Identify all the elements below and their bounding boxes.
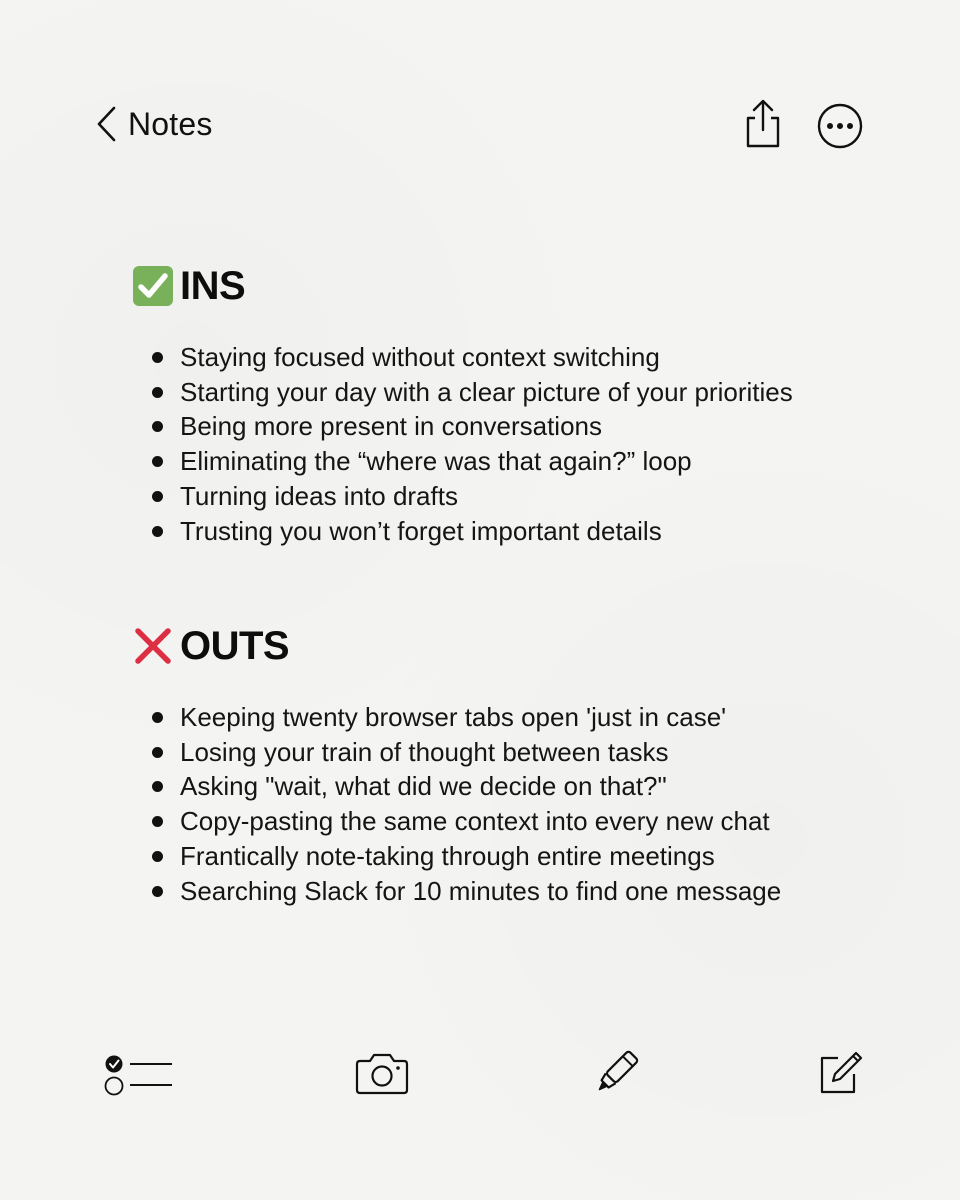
camera-icon <box>354 1052 410 1096</box>
checklist-button[interactable] <box>104 1052 174 1108</box>
compose-button[interactable] <box>816 1050 866 1096</box>
outs-list <box>132 700 781 908</box>
list-item: Being more present in conversations <box>132 409 793 444</box>
red-cross-icon <box>132 625 174 667</box>
list-item: Staying focused without context switching <box>132 340 793 375</box>
back-label: Notes <box>128 105 213 142</box>
markup-pen-icon <box>590 1050 640 1098</box>
bottom-toolbar <box>0 1040 960 1120</box>
list-item: Trusting you won’t forget important details <box>132 514 793 549</box>
outs-section <box>132 622 781 908</box>
green-check-box-icon <box>132 265 174 307</box>
list-item: Frantically note-taking through entire meetings <box>132 839 781 874</box>
outs-heading <box>132 622 781 670</box>
more-options-button[interactable] <box>816 102 864 150</box>
compose-icon <box>816 1050 866 1096</box>
share-icon <box>740 98 786 150</box>
list-item: Keeping twenty browser tabs open 'just in case' <box>132 700 781 735</box>
chevron-left-icon <box>96 104 116 144</box>
ins-title: INS <box>180 263 246 308</box>
ins-section <box>132 262 793 548</box>
outs-title: OUTS <box>180 623 290 668</box>
camera-button[interactable] <box>354 1052 410 1096</box>
list-item: Asking "wait, what did we decide on that?" <box>132 769 781 804</box>
list-item: Eliminating the “where was that again?” loop <box>132 444 793 479</box>
list-item: Searching Slack for 10 minutes to find one message <box>132 874 781 909</box>
ins-list <box>132 340 793 548</box>
markup-button[interactable] <box>590 1050 640 1098</box>
list-item: Losing your train of thought between tasks <box>132 735 781 770</box>
ins-heading <box>132 262 793 310</box>
ellipsis-circle-icon <box>816 102 864 150</box>
list-item: Starting your day with a clear picture of your priorities <box>132 375 793 410</box>
checklist-icon <box>104 1052 174 1108</box>
back-button[interactable] <box>96 104 213 144</box>
share-button[interactable] <box>740 98 786 150</box>
list-item: Turning ideas into drafts <box>132 479 793 514</box>
list-item: Copy-pasting the same context into every new chat <box>132 804 781 839</box>
navigation-bar <box>0 0 960 200</box>
